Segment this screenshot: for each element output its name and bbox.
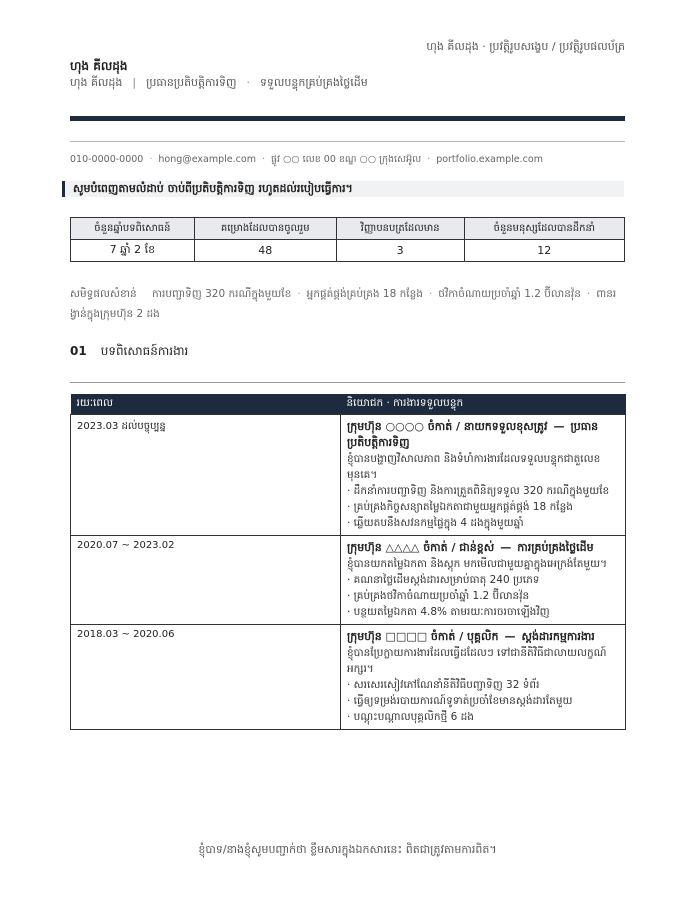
- contact-phone: 010-0000-0000: [70, 154, 144, 165]
- career-dash: —: [553, 420, 565, 433]
- career-detail: [341, 536, 626, 625]
- contact-email: hong@example.com: [158, 154, 256, 165]
- section-number: 01: [70, 344, 87, 358]
- career-detail: [341, 625, 626, 730]
- stats-value-cell: 48: [194, 240, 336, 262]
- stats-value-row: [71, 240, 625, 262]
- stats-header-cell: ចំនួនមនុស្សដែលបានដឹកនាំ: [464, 218, 624, 240]
- achievement-item: ការបញ្ជាទិញ 320 ករណីក្នុងមួយខែ: [152, 288, 292, 300]
- header-document-type: ហុង គីលដុង · ប្រវត្តិរូបសង្ខេប / ប្រវត្តិរូបផលប័ត្រ: [426, 40, 625, 53]
- career-period: 2018.03 ~ 2020.06: [71, 625, 341, 730]
- achievements-label: សមិទ្ធផលសំខាន់: [70, 288, 137, 300]
- career-role: [347, 419, 619, 451]
- achievements-line: [70, 284, 630, 324]
- stats-table: [70, 217, 625, 262]
- header-divider: [70, 116, 625, 121]
- contact-portfolio: portfolio.example.com: [436, 154, 543, 165]
- career-dash: —: [504, 630, 516, 643]
- career-period: 2023.03 ដល់បច្ចុប្បន្ន: [71, 415, 341, 536]
- career-description: ខ្ញុំបានយកតម្លៃឯកតា និងស្តុក មកមើលជាមួយគ្នាក្នុងអេក្រង់តែមួយ។: [347, 558, 607, 570]
- contact-line: [70, 153, 543, 167]
- header-subline: [70, 76, 368, 92]
- section-title: បទពិសោធន៍ការងារ: [100, 344, 189, 358]
- career-company: ក្រុមហ៊ុន ○○○○ ចំកាត់ / នាយកទទួលខុសត្រូវ: [347, 420, 548, 433]
- title-separator: ·: [246, 76, 250, 89]
- career-bullet: · គណនាថ្លៃដើមស្តង់ដារសម្រាប់ធាតុ 240 ប្រភេទ: [347, 574, 540, 586]
- career-company: ក្រុមហ៊ុន □□□□ ចំកាត់ / បុគ្គលិក: [347, 630, 499, 643]
- applicant-name: ហុង គីលដុង: [70, 59, 128, 73]
- career-bullet: · ឆ្លើយតបនឹងសវនកម្មផ្ទៃក្នុង 4 ដងក្នុងមួយឆ្នាំ: [347, 517, 524, 529]
- declaration-footer: ខ្ញុំបាទ/នាងខ្ញុំសូមបញ្ជាក់ថា ខ្លឹមសារក្នុងឯកសារនេះ ពិតជាត្រូវតាមការពិត។: [198, 843, 497, 856]
- achievement-sep: [143, 288, 146, 300]
- achievement-item: អ្នកផ្គត់ផ្គង់គ្រប់គ្រង 18 កន្លែង: [306, 288, 423, 300]
- career-row: [71, 536, 626, 625]
- contact-sep: ·: [149, 154, 153, 165]
- career-description: ខ្ញុំបានបង្ហាញវិសាលភាព និងទំហំការងារដែលទទួលបន្ទុកជាតួលេខមុនគេ។: [347, 453, 601, 481]
- career-detail: [341, 415, 626, 536]
- career-position: ស្តង់ដារកម្មការងារ: [521, 630, 595, 643]
- stats-value-cell: 12: [464, 240, 624, 262]
- job-title: ប្រធានប្រតិបត្តិការទិញ: [146, 76, 237, 89]
- stats-header-cell: ចំនួនឆ្នាំបទពិសោធន៍: [71, 218, 195, 240]
- stats-header-cell: គម្រោងដែលបានចូលរួម: [194, 218, 336, 240]
- career-bullet: · គ្រប់គ្រងថវិកាចំណាយប្រចាំឆ្នាំ 1.2 ប៊ីលានវ៉ុន: [347, 590, 530, 602]
- section-heading: [70, 343, 188, 361]
- career-header-row: [71, 394, 626, 415]
- career-bullet: · សរសេរសៀវភៅណែនាំនីតិវិធីបញ្ជាទិញ 32 ទំព័រ: [347, 679, 540, 691]
- career-role: [347, 629, 619, 645]
- achievement-sep: ·: [586, 288, 591, 300]
- contact-sep: ·: [427, 154, 431, 165]
- summary-bar: សូមបំពេញតាមលំដាប់ ចាប់ពីប្រតិបត្តិការទិញ រហូតដល់របៀបធ្វើការ។: [62, 181, 624, 197]
- stats-header-row: [71, 218, 625, 240]
- career-header-detail: និយោជក · ការងារទទួលបន្ទុក: [341, 394, 626, 415]
- career-table: [70, 394, 626, 730]
- achievement-item: ថវិកាចំណាយប្រចាំឆ្នាំ 1.2 ប៊ីលានវ៉ុន: [438, 288, 581, 300]
- career-row: [71, 415, 626, 536]
- achievement-sep: ·: [297, 288, 301, 300]
- career-period: 2020.07 ~ 2023.02: [71, 536, 341, 625]
- achievement-sep: ·: [428, 288, 433, 300]
- career-description: ខ្ញុំបានប្រែក្លាយការងារដែលធ្វើដដែលៗ ទៅជានីតិវិធីជាលាយលក្ខណ៍អក្សរ។: [347, 647, 607, 675]
- career-bullet: · បន្ថយតម្លៃឯកតា 4.8% តាមរយៈការចរចាឡើងវិញ: [347, 606, 550, 618]
- stats-header-cell: វិញ្ញាបនបត្រដែលមាន: [336, 218, 464, 240]
- stats-value-cell: 3: [336, 240, 464, 262]
- career-company: ក្រុមហ៊ុន △△△△ ចំកាត់ / ជាន់ខ្ពស់: [347, 541, 495, 554]
- career-bullet: · ដឹកនាំការបញ្ជាទិញ និងការត្រួតពិនិត្យទទួល 320 ករណីក្នុងមួយខែ: [347, 485, 610, 497]
- achievement-item: ពានរង្វាន់ក្នុងក្រុមហ៊ុន 2 ដង: [70, 288, 617, 320]
- career-role: [347, 540, 619, 556]
- tagline: ទទួលបន្ទុកគ្រប់គ្រងថ្លៃដើម: [259, 76, 368, 89]
- sub-name: ហុង គីលដុង: [70, 76, 123, 89]
- career-bullet: · ធ្វើឲ្យទម្រង់របាយការណ៍ទូទាត់ប្រចាំខែមានស្តង់ដារតែមួយ: [347, 695, 573, 707]
- career-row: [71, 625, 626, 730]
- career-dash: —: [500, 541, 512, 554]
- stats-value-cell: 7 ឆ្នាំ 2 ខែ: [71, 240, 195, 262]
- career-position: ប្រធានប្រតិបត្តិការទិញ: [347, 420, 599, 449]
- sub-separator: |: [132, 76, 137, 89]
- career-position: ការគ្រប់គ្រងថ្លៃដើម: [517, 541, 594, 554]
- contact-divider: [70, 141, 625, 142]
- section-divider: [70, 382, 625, 383]
- career-bullet: · បណ្តុះបណ្តាលបុគ្គលិកថ្មី 6 ដង: [347, 711, 474, 723]
- career-header-period: រយៈពេល: [71, 394, 341, 415]
- contact-sep: ·: [261, 154, 265, 165]
- career-bullet: · គ្រប់គ្រងកិច្ចសន្យាតម្លៃឯកតាជាមួយអ្នកផ្គត់ផ្គង់ 18 កន្លែង: [347, 501, 573, 513]
- contact-address: ផ្លូវ ○○ លេខ 00 ខណ្ឌ ○○ ក្រុងសេអ៊ូល: [271, 154, 422, 165]
